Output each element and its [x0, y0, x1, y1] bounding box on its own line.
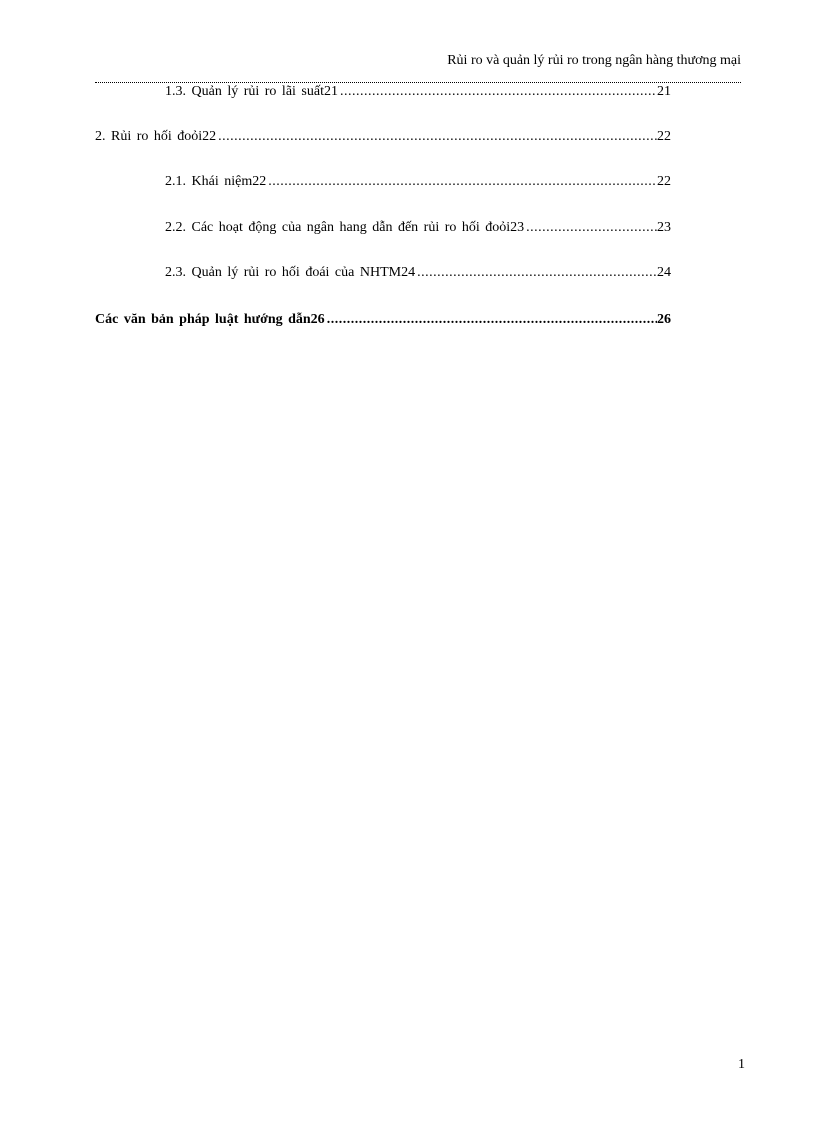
toc-leader-dots: [338, 82, 657, 102]
toc-entry-2-2[interactable]: [165, 218, 671, 238]
page-header: [95, 50, 741, 83]
toc-leader-dots: [415, 263, 657, 283]
toc-leader-dots: [325, 310, 657, 330]
toc-entry-label: 2.2. Các hoạt động của ngân hang dẫn đến rủi ro hối đoỏi23: [165, 220, 525, 235]
toc-entry-2-3[interactable]: [165, 263, 671, 283]
toc-entry-page: 21: [657, 84, 671, 99]
toc-entry-1-3[interactable]: [165, 82, 671, 102]
toc-entry-label: 2.1. Khái niệm22: [165, 174, 267, 189]
toc-leader-dots: [266, 172, 657, 192]
toc-entry-2[interactable]: [95, 127, 671, 147]
toc-entry-page: 22: [657, 129, 671, 144]
toc-entry-2-1[interactable]: [165, 172, 671, 192]
toc-entry-label: 2.3. Quản lý rủi ro hối đoái của NHTM24: [165, 265, 416, 280]
toc-entry-label: 1.3. Quản lý rủi ro lãi suất21: [165, 84, 338, 99]
header-title: Rủi ro và quản lý rủi ro trong ngân hàng thương mại: [447, 53, 741, 68]
page-number: 1: [738, 1057, 745, 1072]
toc-entry-page: 23: [657, 220, 671, 235]
toc-entry-label: Các văn bản pháp luật hướng dẫn26: [95, 312, 325, 327]
toc-entry-page: 24: [657, 265, 671, 280]
toc-entry-page: 22: [657, 174, 671, 189]
toc-leader-dots: [216, 127, 657, 147]
toc-entry-legal-documents[interactable]: [95, 310, 671, 330]
toc-leader-dots: [524, 218, 657, 238]
toc-entry-label: 2. Rủi ro hối đoỏi22: [95, 129, 217, 144]
toc-entry-page: 26: [657, 312, 671, 327]
